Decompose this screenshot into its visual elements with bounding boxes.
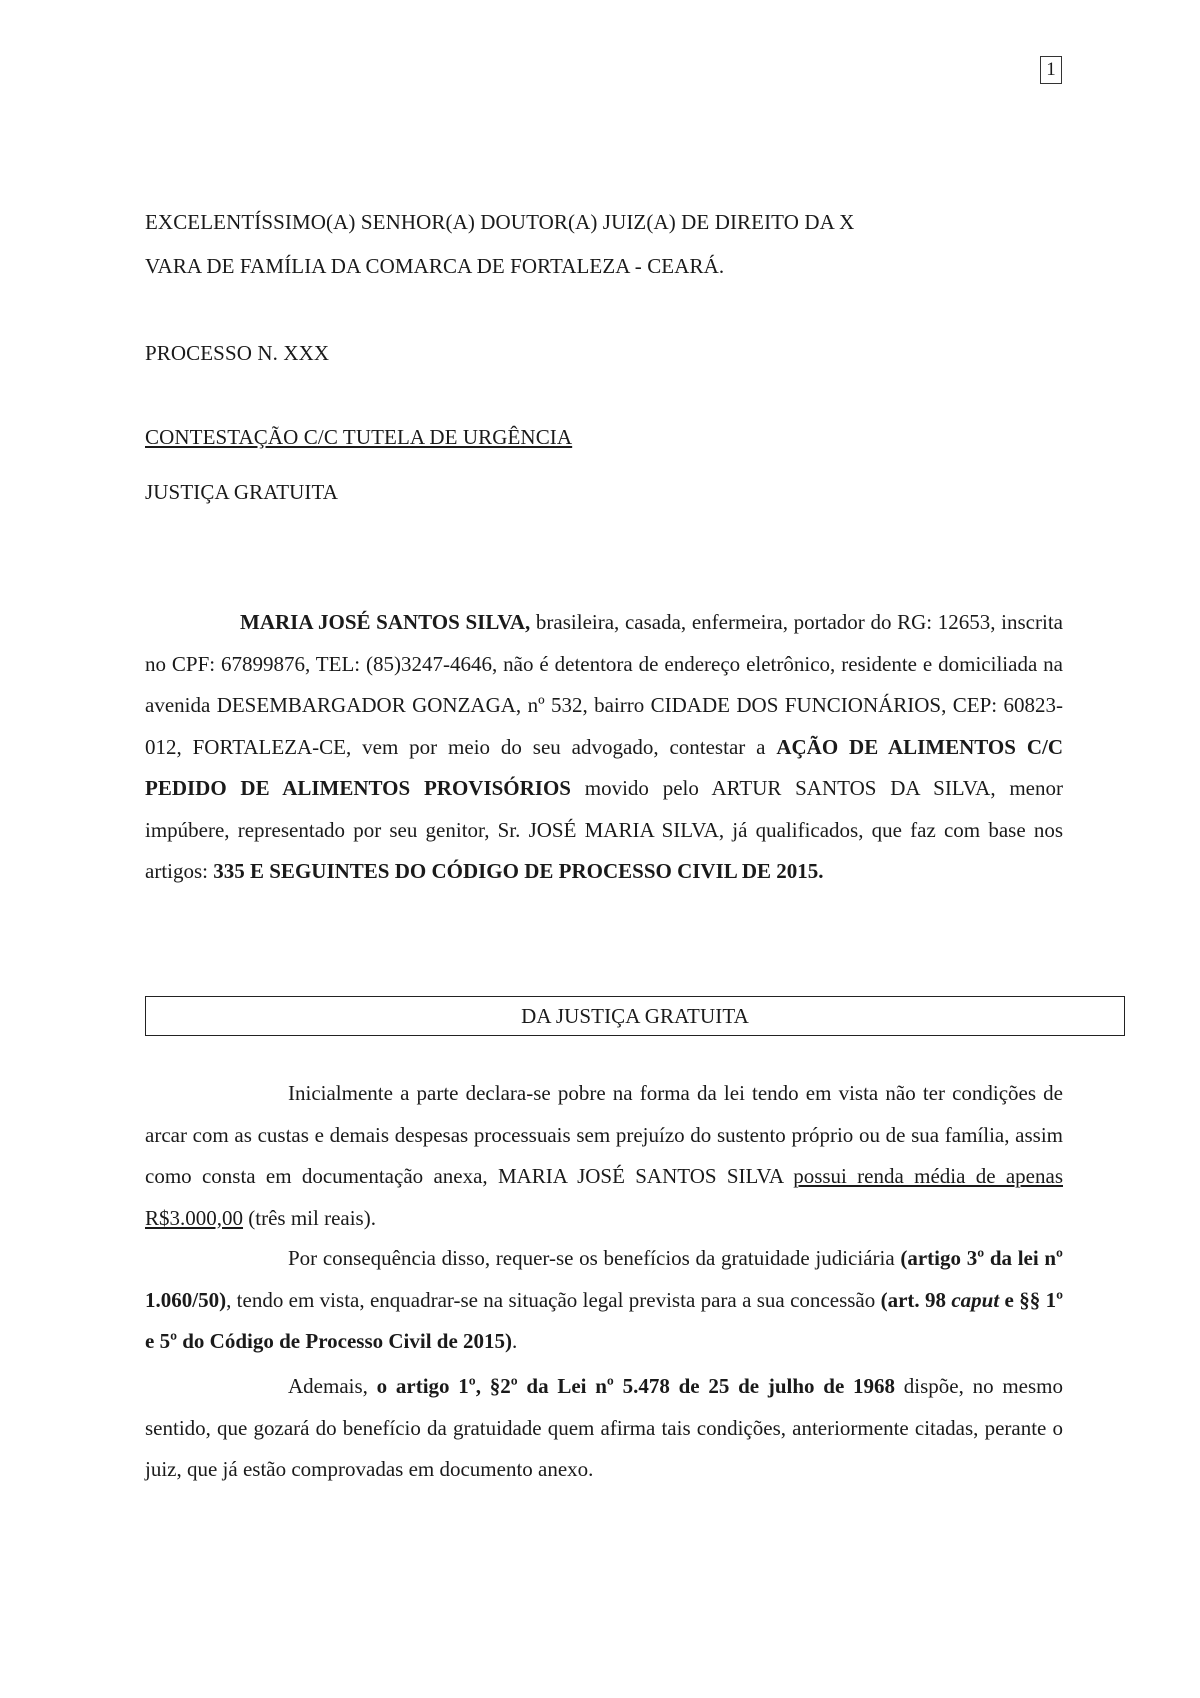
paragraph-moreover bbox=[145, 1366, 1063, 1491]
qualification-text-a: brasileira, casada, enfermeira, portador do RG: 12653, inscrita no CPF: 67899876, TEL: (85)3247-4646, não é detentora de endereço eletrônico, residente e domiciliada na avenida DESEMBARGADOR GONZAGA, nº 532, bairro CIDADE DOS FUNCIONÁRIOS, CEP: 60823-012, FORTALEZA-CE, vem por meio do seu advogado, contestar a bbox=[145, 610, 1063, 759]
caput-term: caput bbox=[951, 1287, 1000, 1312]
party-name: MARIA JOSÉ SANTOS SILVA, bbox=[240, 610, 531, 634]
section-title-box bbox=[145, 996, 1125, 1036]
document-type: CONTESTAÇÃO C/C TUTELA DE URGÊNCIA bbox=[145, 425, 573, 449]
gratuity-label: JUSTIÇA GRATUITA bbox=[145, 480, 339, 504]
para2-text-a: Por consequência disso, requer-se os benefícios da gratuidade judiciária bbox=[288, 1246, 901, 1270]
paragraph-poverty bbox=[145, 1073, 1063, 1239]
process-number: PROCESSO N. XXX bbox=[145, 341, 330, 365]
law-citation-2b: e §§ 1º e 5º do Código de Processo Civil de 2015) bbox=[145, 1287, 1063, 1353]
addressee bbox=[145, 200, 1063, 288]
section-title: DA JUSTIÇA GRATUITA bbox=[521, 1004, 749, 1028]
law-citation-1: (artigo 3º da lei nº 1.060/50) bbox=[145, 1246, 1063, 1312]
legal-basis: 335 E SEGUINTES DO CÓDIGO DE PROCESSO CIVIL DE 2015. bbox=[213, 859, 824, 883]
para1-text-b: (três mil reais). bbox=[243, 1205, 376, 1230]
law-citation-3: o artigo 1º, §2º da Lei nº 5.478 de 25 de julho de 1968 bbox=[376, 1374, 896, 1398]
addressee-line-2: VARA DE FAMÍLIA DA COMARCA DE FORTALEZA - CEARÁ. bbox=[145, 254, 725, 278]
law-citation-2a: (art. 98 bbox=[880, 1287, 952, 1312]
qualification-paragraph bbox=[145, 602, 1063, 893]
qualification-text-b: movido pelo ARTUR SANTOS DA SILVA, menor impúbere, representado por seu genitor, Sr. JOSÉ MARIA SILVA, já qualificados, que faz com base nos artigos: bbox=[145, 776, 1063, 883]
addressee-line-1: EXCELENTÍSSIMO(A) SENHOR(A) DOUTOR(A) JUIZ(A) DE DIREITO DA X bbox=[145, 210, 855, 234]
page-number: 1 bbox=[1040, 56, 1062, 84]
action-name: AÇÃO DE ALIMENTOS C/C PEDIDO DE ALIMENTOS PROVISÓRIOS bbox=[145, 734, 1063, 800]
para3-text-b: dispõe, no mesmo sentido, que gozará do benefício da gratuidade quem afirma tais condições, anteriormente citadas, perante o juiz, que já estão comprovadas em documento anexo. bbox=[145, 1374, 1063, 1481]
income-statement: possui renda média de apenas R$3.000,00 bbox=[145, 1164, 1063, 1230]
para1-text-a: Inicialmente a parte declara-se pobre na forma da lei tendo em vista não ter condições de arcar com as custas e demais despesas processuais sem prejuízo do sustento próprio ou de sua família, assim como consta em documentação anexa, MARIA JOSÉ SANTOS SILVA bbox=[145, 1081, 1063, 1188]
para3-text-a: Ademais, bbox=[288, 1374, 377, 1398]
paragraph-request bbox=[145, 1238, 1063, 1363]
para2-text-c: . bbox=[512, 1329, 518, 1353]
para2-text-b: , tendo em vista, enquadrar-se na situação legal prevista para a sua concessão bbox=[226, 1287, 881, 1312]
